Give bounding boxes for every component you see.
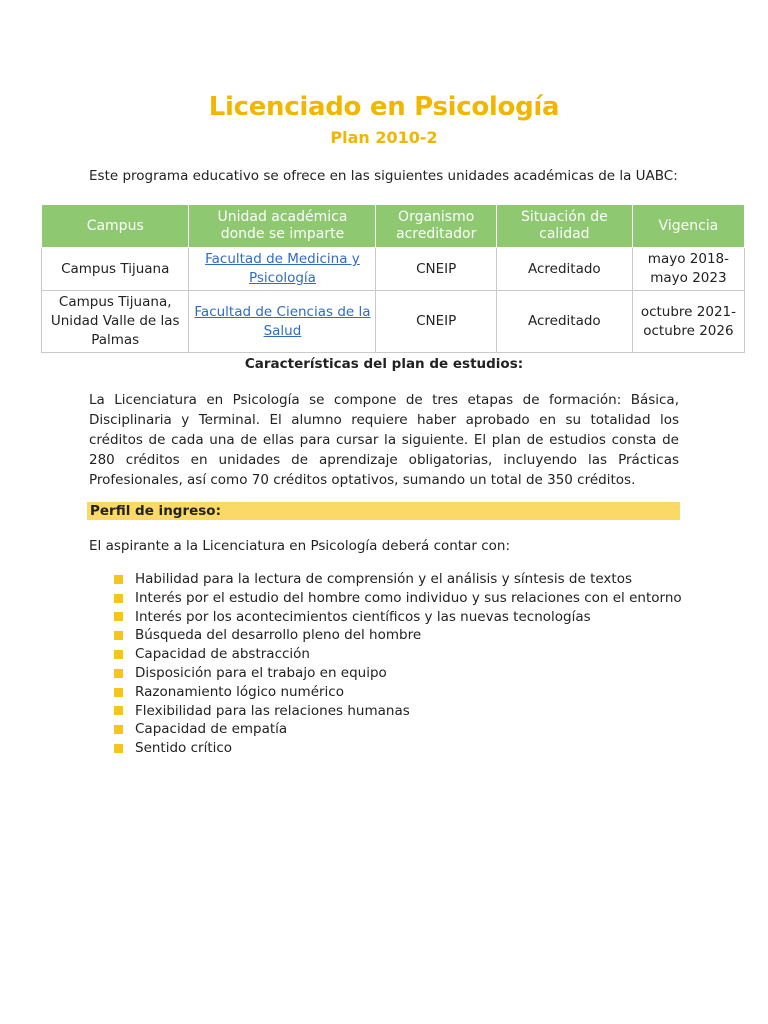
unidad-link[interactable]: Facultad de Medicina y Psicología	[205, 251, 360, 286]
list-item-text: Interés por los acontecimientos científicos y las nuevas tecnologías	[135, 608, 591, 625]
list-item	[114, 626, 682, 645]
list-item-text: Razonamiento lógico numérico	[135, 683, 344, 700]
cell-unidad	[189, 248, 376, 291]
list-item-text: Flexibilidad para las relaciones humanas	[135, 702, 410, 719]
plan-subtitle: Plan 2010-2	[330, 128, 438, 147]
perfil-heading: Perfil de ingreso:	[90, 503, 221, 519]
table-row	[42, 248, 745, 291]
cell-vigencia: octubre 2021- octubre 2026	[632, 291, 744, 353]
cell-campus: Campus Tijuana	[42, 248, 189, 291]
list-item	[114, 739, 682, 758]
cell-situacion: Acreditado	[496, 291, 632, 353]
square-bullet-icon	[114, 706, 123, 715]
header-vigencia: Vigencia	[632, 205, 744, 248]
perfil-list	[114, 570, 682, 758]
square-bullet-icon	[114, 744, 123, 753]
header-organismo: Organismo acreditador	[376, 205, 496, 248]
table-row	[42, 291, 745, 353]
list-item-text: Capacidad de empatía	[135, 721, 288, 738]
plan-description: La Licenciatura en Psicología se compone de tres etapas de formación: Básica, Disciplinaria y Terminal. El alumno requiere haber aprobado en su totalidad los créditos de cada una de ellas para cursar la siguiente. El plan de estudios consta de 280 créditos en unidades de aprendizaje obligatorias, incluyendo las Prácticas Profesionales, así como 70 créditos optativos, sumando un total de 350 créditos.	[89, 392, 679, 488]
header-unidad: Unidad académica donde se imparte	[189, 205, 376, 248]
list-item	[114, 589, 682, 608]
list-item-text: Búsqueda del desarrollo pleno del hombre	[135, 627, 422, 644]
list-item	[114, 645, 682, 664]
header-situacion: Situación de calidad	[496, 205, 632, 248]
cell-organismo: CNEIP	[376, 291, 496, 353]
square-bullet-icon	[114, 725, 123, 734]
academic-units-table	[41, 204, 745, 353]
list-item	[114, 702, 682, 721]
list-item	[114, 608, 682, 627]
table-header-row	[42, 205, 745, 248]
square-bullet-icon	[114, 669, 123, 678]
cell-vigencia: mayo 2018- mayo 2023	[632, 248, 744, 291]
list-item-text: Disposición para el trabajo en equipo	[135, 664, 387, 681]
list-item	[114, 720, 682, 739]
unidad-link[interactable]: Facultad de Ciencias de la Salud	[194, 303, 371, 339]
list-item-text: Interés por el estudio del hombre como individuo y sus relaciones con el entorno	[135, 589, 682, 606]
list-item-text: Sentido crítico	[135, 740, 233, 757]
perfil-heading-bar	[87, 502, 680, 520]
list-item	[114, 570, 682, 589]
plan-heading: Características del plan de estudios:	[244, 356, 524, 372]
cell-unidad	[189, 291, 376, 353]
cell-campus: Campus Tijuana, Unidad Valle de las Palmas	[42, 291, 189, 353]
square-bullet-icon	[114, 575, 123, 584]
square-bullet-icon	[114, 650, 123, 659]
cell-situacion: Acreditado	[496, 248, 632, 291]
list-item	[114, 664, 682, 683]
page-title: Licenciado en Psicología	[208, 92, 560, 122]
cell-organismo: CNEIP	[376, 248, 496, 291]
list-item-text: Capacidad de abstracción	[135, 646, 310, 663]
square-bullet-icon	[114, 688, 123, 697]
list-item	[114, 683, 682, 702]
square-bullet-icon	[114, 631, 123, 640]
list-item-text: Habilidad para la lectura de comprensión y el análisis y síntesis de textos	[135, 571, 633, 587]
square-bullet-icon	[114, 612, 123, 621]
header-campus: Campus	[42, 205, 189, 248]
perfil-intro: El aspirante a la Licenciatura en Psicología deberá contar con:	[89, 538, 511, 554]
square-bullet-icon	[114, 594, 123, 603]
intro-text: Este programa educativo se ofrece en las siguientes unidades académicas de la UABC:	[89, 168, 678, 184]
